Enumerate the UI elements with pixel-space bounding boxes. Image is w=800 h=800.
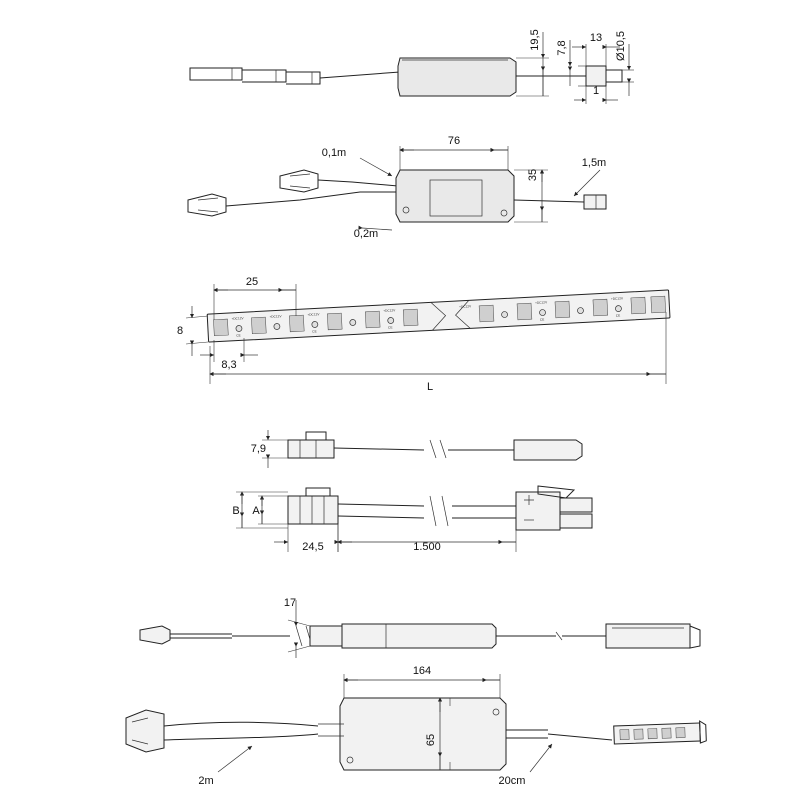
svg-text:+DC12V: +DC12V bbox=[383, 308, 396, 313]
svg-text:CE: CE bbox=[539, 317, 545, 322]
svg-text:+DC12V: +DC12V bbox=[269, 314, 282, 319]
dim-0-1m: 0,1m bbox=[321, 147, 347, 159]
dim-24-5: 24,5 bbox=[302, 541, 324, 553]
dim-7-8: 7,8 bbox=[556, 40, 568, 56]
dim-1: 1 bbox=[592, 85, 600, 97]
svg-text:+DC12V: +DC12V bbox=[610, 296, 624, 301]
figure-connector-cable-side-view bbox=[251, 430, 582, 468]
dim-2m: 2m bbox=[198, 775, 214, 787]
dim-8: 8 bbox=[176, 325, 184, 337]
svg-text:+DC12V: +DC12V bbox=[231, 316, 244, 321]
dim-17: 17 bbox=[283, 597, 297, 609]
dim-0-2m: 0,2m bbox=[353, 228, 379, 240]
dim-8-3: 8,3 bbox=[221, 359, 237, 371]
svg-text:+DC12V: +DC12V bbox=[459, 304, 472, 309]
dim-35: 35 bbox=[527, 168, 539, 182]
dim-25: 25 bbox=[245, 276, 259, 288]
dim-7-9: 7,9 bbox=[250, 443, 266, 455]
dim-20cm: 20cm bbox=[498, 775, 526, 787]
figure-led-strip bbox=[177, 276, 670, 393]
figure-power-supply-side-view bbox=[140, 597, 700, 658]
figure-mini-driver-top-view bbox=[190, 29, 634, 104]
dim-76: 76 bbox=[447, 135, 461, 147]
dim-diameter-10-5: Ø10,5 bbox=[615, 31, 627, 61]
dim-1500: 1.500 bbox=[413, 541, 441, 553]
dim-13: 13 bbox=[589, 32, 603, 44]
figure-connector-cable-top-view bbox=[232, 486, 592, 553]
figure-power-supply-top-view bbox=[126, 665, 706, 787]
dim-65: 65 bbox=[425, 733, 437, 747]
dim-B: B bbox=[232, 505, 240, 517]
svg-text:+DC12V: +DC12V bbox=[307, 312, 320, 317]
svg-text:CE: CE bbox=[615, 313, 621, 318]
dim-L: L bbox=[426, 381, 434, 393]
figure-driver-with-cables bbox=[188, 135, 606, 240]
dim-164: 164 bbox=[412, 665, 432, 677]
svg-text:CE: CE bbox=[388, 325, 393, 330]
dim-A: A bbox=[252, 505, 260, 517]
svg-text:CE: CE bbox=[236, 333, 241, 338]
svg-text:+DC12V: +DC12V bbox=[534, 300, 548, 305]
dim-19-5: 19,5 bbox=[529, 29, 541, 51]
dim-1-5m: 1,5m bbox=[581, 157, 607, 169]
svg-text:CE: CE bbox=[312, 329, 317, 334]
